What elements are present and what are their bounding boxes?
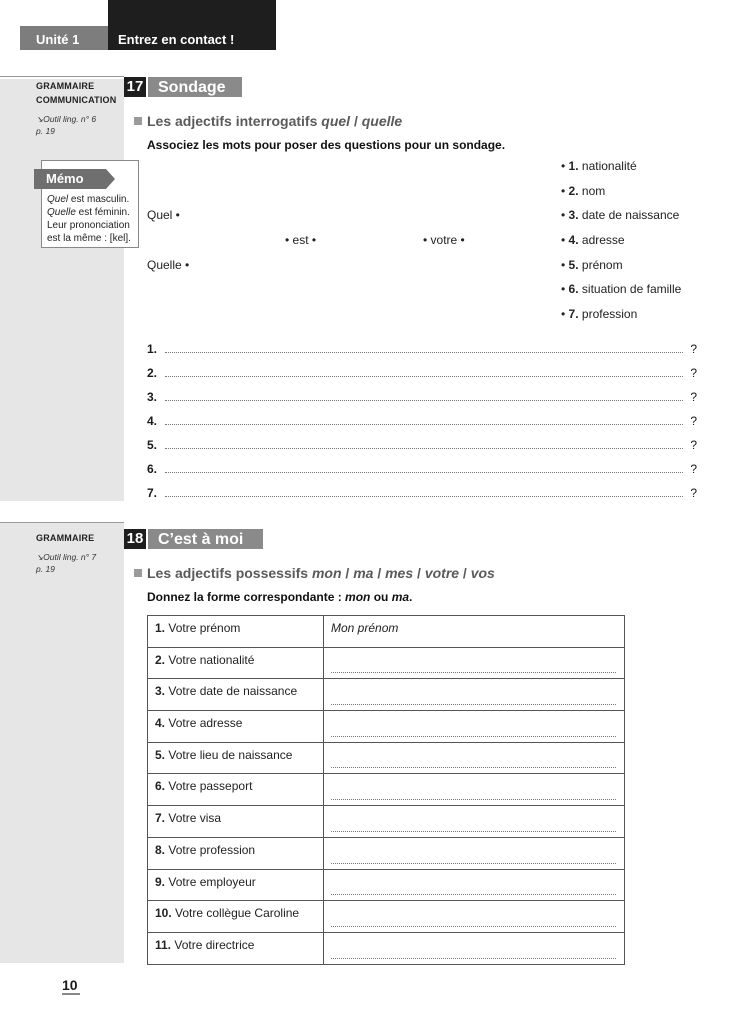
match-votre[interactable]: • votre • bbox=[423, 233, 465, 247]
side-label-communication: COMMUNICATION bbox=[36, 95, 117, 105]
row-label: 1. Votre prénom bbox=[148, 616, 324, 648]
row-label: 10. Votre collègue Caroline bbox=[148, 901, 324, 933]
match-quel[interactable]: Quel • bbox=[147, 208, 180, 222]
answer-line[interactable]: 2. ? bbox=[147, 366, 697, 380]
table-row bbox=[148, 679, 625, 711]
memo-label: Mémo bbox=[34, 169, 106, 189]
row-label: 11. Votre directrice bbox=[148, 932, 324, 964]
answer-cell[interactable] bbox=[324, 932, 625, 964]
table-row bbox=[148, 932, 625, 964]
side-ref: ↘Outil ling. n° 7 bbox=[36, 552, 97, 562]
table-row bbox=[148, 742, 625, 774]
table-row bbox=[148, 711, 625, 743]
sidebar-ex18 bbox=[0, 523, 124, 963]
square-bullet-icon bbox=[134, 569, 142, 577]
answer-cell[interactable] bbox=[324, 711, 625, 743]
table-row bbox=[148, 901, 625, 933]
unit-title: Entrez en contact ! bbox=[108, 0, 276, 50]
answer-line[interactable]: 7. ? bbox=[147, 486, 697, 500]
answer-line[interactable]: 5. ? bbox=[147, 438, 697, 452]
exercise-number: 17 bbox=[124, 77, 146, 97]
row-label: 9. Votre employeur bbox=[148, 869, 324, 901]
match-item[interactable]: • 7. profession bbox=[561, 307, 638, 321]
side-ref: ↘Outil ling. n° 6 bbox=[36, 114, 97, 124]
exercise-title: C’est à moi bbox=[148, 529, 263, 549]
exercise-title: Sondage bbox=[148, 77, 242, 97]
answer-line[interactable]: 3. ? bbox=[147, 390, 697, 404]
row-label: 4. Votre adresse bbox=[148, 711, 324, 743]
row-label: 2. Votre nationalité bbox=[148, 647, 324, 679]
page-number: 10 bbox=[62, 977, 78, 993]
exercise-number: 18 bbox=[124, 529, 146, 549]
answer-cell[interactable] bbox=[324, 679, 625, 711]
row-label: 6. Votre passeport bbox=[148, 774, 324, 806]
row-label: 3. Votre date de naissance bbox=[148, 679, 324, 711]
memo-text: Quel est masculin. Quelle est féminin. Leur prononciation est la même : [kel]. bbox=[47, 194, 131, 244]
match-item[interactable]: • 1. nationalité bbox=[561, 159, 637, 173]
exercise-subtitle: Les adjectifs possessifs mon / ma / mes / votre / vos bbox=[134, 565, 495, 581]
unit-label: Unité 1 bbox=[20, 26, 108, 50]
side-label-grammaire: GRAMMAIRE bbox=[36, 533, 95, 543]
table-row bbox=[148, 806, 625, 838]
table-row bbox=[148, 616, 625, 648]
match-item[interactable]: • 3. date de naissance bbox=[561, 208, 680, 222]
answer-line[interactable]: 6. ? bbox=[147, 462, 697, 476]
exercise-subtitle: Les adjectifs interrogatifs quel / quelle bbox=[134, 113, 402, 129]
sidebar-ex17 bbox=[0, 77, 124, 501]
side-ref-page: p. 19 bbox=[36, 126, 55, 136]
table-row bbox=[148, 647, 625, 679]
answer-cell[interactable] bbox=[324, 901, 625, 933]
table-row bbox=[148, 774, 625, 806]
row-label: 5. Votre lieu de naissance bbox=[148, 742, 324, 774]
exercise-instruction: Associez les mots pour poser des questions pour un sondage. bbox=[147, 138, 506, 152]
table-row bbox=[148, 837, 625, 869]
exercise-instruction: Donnez la forme correspondante : mon ou ma. bbox=[147, 590, 413, 604]
row-label: 7. Votre visa bbox=[148, 806, 324, 838]
answer-cell[interactable] bbox=[324, 869, 625, 901]
possessive-table bbox=[147, 615, 625, 965]
match-quelle[interactable]: Quelle • bbox=[147, 258, 190, 272]
answer-cell[interactable] bbox=[324, 647, 625, 679]
match-item[interactable]: • 4. adresse bbox=[561, 233, 625, 247]
match-item[interactable]: • 6. situation de famille bbox=[561, 282, 682, 296]
table-row bbox=[148, 869, 625, 901]
answer-cell[interactable] bbox=[324, 837, 625, 869]
answer-cell[interactable] bbox=[324, 774, 625, 806]
side-ref-page: p. 19 bbox=[36, 564, 55, 574]
side-label-grammaire: GRAMMAIRE bbox=[36, 81, 95, 91]
answer-cell[interactable] bbox=[324, 742, 625, 774]
match-item[interactable]: • 2. nom bbox=[561, 184, 606, 198]
row-label: 8. Votre profession bbox=[148, 837, 324, 869]
square-bullet-icon bbox=[134, 117, 142, 125]
answer-line[interactable]: 1. ? bbox=[147, 342, 697, 356]
answer-line[interactable]: 4. ? bbox=[147, 414, 697, 428]
answer-cell[interactable] bbox=[324, 806, 625, 838]
answer-cell[interactable]: Mon prénom bbox=[324, 616, 625, 648]
match-est[interactable]: • est • bbox=[285, 233, 317, 247]
page-number-underline bbox=[62, 993, 80, 995]
match-item[interactable]: • 5. prénom bbox=[561, 258, 623, 272]
